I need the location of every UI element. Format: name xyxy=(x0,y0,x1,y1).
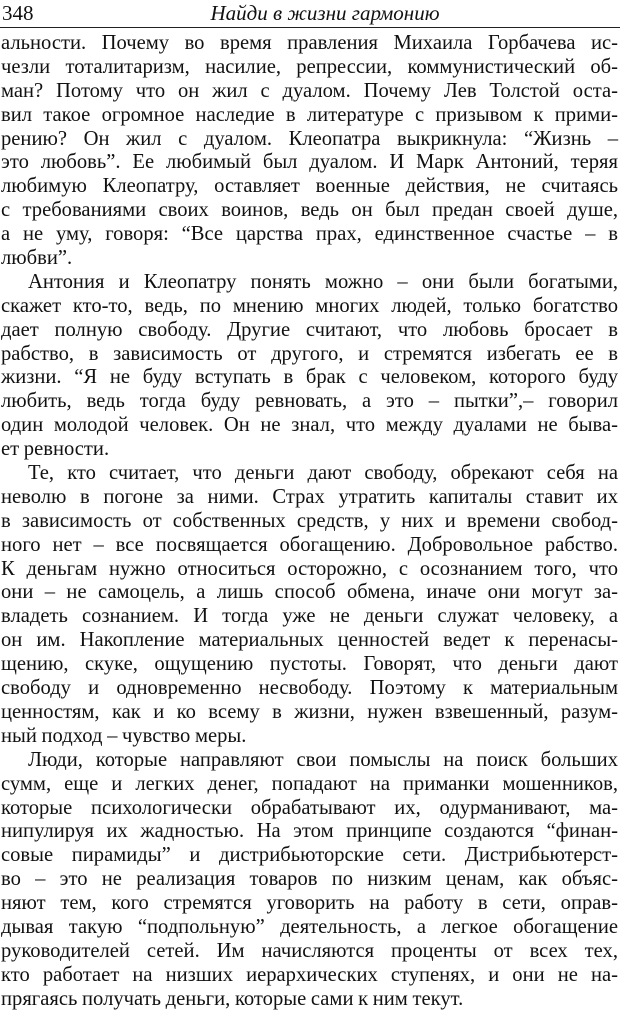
text-line: кто работает на низших иерархических ступенях, и они не на- xyxy=(1,963,618,986)
text-line: один молодой человек. Он не знал, что между дуалами не быва- xyxy=(1,414,618,437)
text-line: ет ревности. xyxy=(1,438,110,461)
text-line: Люди, которые направляют свои помыслы на поиск больших xyxy=(28,748,618,771)
text-line: которые психологически обрабатывают их, одурманивают, ма- xyxy=(1,796,618,819)
text-line: а не уму, говоря: “Все царства прах, единственное счастье – в xyxy=(1,223,618,246)
text-line: няют тем, кого стремятся уговорить на работу в сети, оправ- xyxy=(1,892,618,915)
text-line: сумм, еще и легких денег, попадают на приманки мошенников, xyxy=(1,772,618,795)
text-line: рению? Он жил с дуалом. Клеопатра выкрикнула: “Жизнь – xyxy=(1,127,618,150)
text-line: скажет кто-то, ведь, по мнению многих людей, только богатство xyxy=(1,294,618,317)
text-line: в зависимость от собственных средств, у них и времени свобод- xyxy=(1,509,618,532)
page-number: 348 xyxy=(2,1,34,25)
text-line: руководителей сетей. Им начисляются проценты от всех тех, xyxy=(1,939,618,962)
text-line: неволю в погоне за ними. Страх утратить капиталы ставит их xyxy=(1,485,618,508)
text-line: ценностям, как и ко всему в жизни, нужен взвешенный, разум- xyxy=(1,700,618,723)
text-line: любить, ведь тогда буду ревновать, а это – пытки”,– говорил xyxy=(1,390,618,413)
text-line: дает полную свободу. Другие считают, что любовь бросает в xyxy=(1,318,618,341)
text-line: ман? Потому что он жил с дуалом. Почему Лев Толстой оста- xyxy=(1,79,618,102)
text-line: жизни. “Я не буду вступать в брак с человеком, которого буду xyxy=(1,366,618,389)
text-line: владеть сознанием. И тогда уже не деньги служат человеку, а xyxy=(1,605,618,628)
text-line: Те, кто считает, что деньги дают свободу, обрекают себя на xyxy=(28,462,618,485)
text-line: ный подход – чувство меры. xyxy=(1,724,247,747)
text-line: дывая такую “подпольную” деятельность, а легкое обогащение xyxy=(1,915,618,938)
text-line: альности. Почему во время правления Михаила Горбачева ис- xyxy=(1,32,618,54)
page-header xyxy=(0,0,620,28)
text-line: чезли тоталитаризм, насилие, репрессии, коммунистический об- xyxy=(1,55,618,78)
running-title: Найди в жизни гармонию xyxy=(210,1,440,25)
text-line: К деньгам нужно относиться осторожно, с осознанием того, что xyxy=(1,557,618,580)
header-rule xyxy=(0,27,620,28)
text-line: вил такое огромное наследие в литературе с призывом к прими- xyxy=(1,103,618,126)
text-line: они – не самоцель, а лишь способ обмена, иначе они могут за- xyxy=(1,581,618,604)
body-text xyxy=(1,32,618,1012)
text-line: любви”. xyxy=(1,247,73,270)
text-line: свободу и одновременно несвободу. Поэтому к материальным xyxy=(1,677,618,700)
text-line: это любовь”. Ее любимый был дуалом. И Марк Антоний, теряя xyxy=(1,151,618,174)
text-line: ного нет – все посвящается обогащению. Добровольное рабство. xyxy=(1,533,618,556)
text-line: рабство, в зависимость от другого, и стремятся избегать ее в xyxy=(1,342,618,365)
text-line: нипулируя их жадностью. На этом принципе создаются “финан- xyxy=(1,820,618,843)
text-line: он им. Накопление материальных ценностей ведет к перенасы- xyxy=(1,629,618,652)
text-line: совые пирамиды” и дистрибьюторские сети. Дистрибьютерст- xyxy=(1,844,618,867)
text-line: Антония и Клеопатру понять можно – они были богатыми, xyxy=(28,270,618,293)
text-line: щению, скуке, ощущению пустоты. Говорят, что деньги дают xyxy=(1,653,618,676)
text-line: во – это не реализация товаров по низким ценам, как объяс- xyxy=(1,868,618,891)
text-line: прягаясь получать деньги, которые сами к ним текут. xyxy=(1,987,464,1010)
text-line: с требованиями своих воинов, ведь он был предан своей душе, xyxy=(1,199,618,222)
text-line: любимую Клеопатру, оставляет военные действия, не считаясь xyxy=(1,175,618,198)
